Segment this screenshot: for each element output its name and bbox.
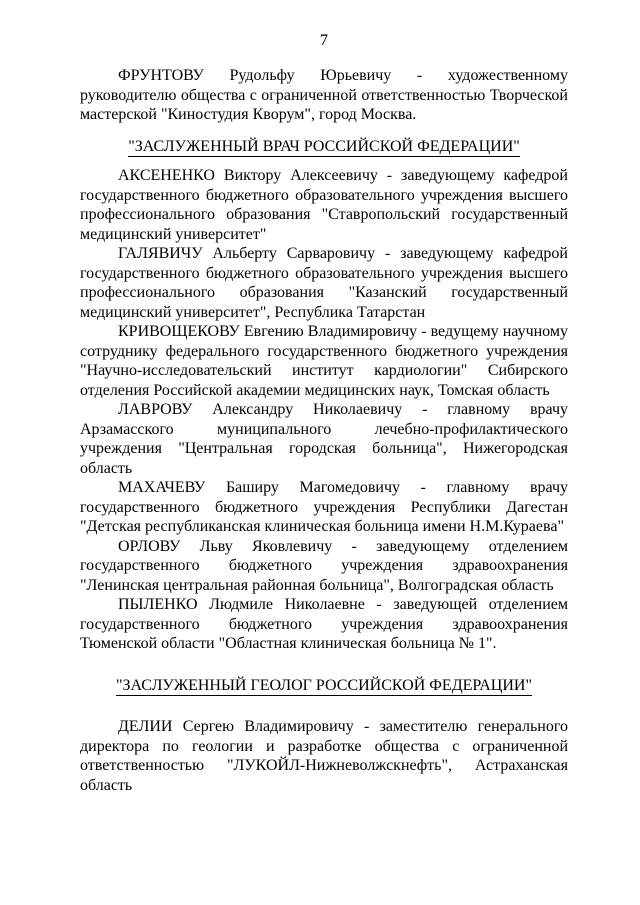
award-entry: ЛАВРОВУ Александру Николаевичу - главному врачу Арзамасского муниципального лечебно-профилактического учреждения "Центральная городская больница", Нижегородская область xyxy=(80,401,568,477)
section-heading-geolog xyxy=(80,676,568,696)
award-entry: МАХАЧЕВУ Баширу Магомедовичу - главному врачу государственного бюджетного учреждения Республики Дагестан "Детская республиканская клиническая больница имени Н.М.Кураева" xyxy=(80,479,568,535)
award-entry: ГАЛЯВИЧУ Альберту Сарваровичу - заведующему кафедрой государственного бюджетного образовательного учреждения высшего профессионального образования "Казанский государственный медицинский университет", Республика Татарстан xyxy=(80,245,568,321)
award-entry: ОРЛОВУ Льву Яковлевичу - заведующему отделением государственного бюджетного учреждения здравоохранения "Ленинская центральная районная больница", Волгоградская область xyxy=(80,537,568,594)
award-entry-frunтov: ФРУНТОВУ Рудольфу Юрьевичу - художественному руководителю общества с ограниченной ответственностью Творческой мастерской "Киностудия Кворум", город Москва. xyxy=(80,67,568,123)
award-entry: КРИВОЩЕКОВУ Евгению Владимировичу - ведущему научному сотруднику федерального государственного бюджетного учреждения "Научно-исследовательский институт кардиологии" Сибирского отделения Российской академии медицинских наук, Томская область xyxy=(80,323,568,399)
award-entry: ДЕЛИИ Сергею Владимировичу - заместителю генерального директора по геологии и разработке общества с ограниченной ответственностью "ЛУКОЙЛ-Нижневолжскнефть", Астраханская область xyxy=(80,718,568,794)
page-number: 7 xyxy=(320,32,328,49)
section-heading-text: "ЗАСЛУЖЕННЫЙ ВРАЧ РОССИЙСКОЙ ФЕДЕРАЦИИ" xyxy=(128,137,520,155)
section-heading-text: "ЗАСЛУЖЕННЫЙ ГЕОЛОГ РОССИЙСКОЙ ФЕДЕРАЦИИ" xyxy=(116,676,532,694)
section-heading-vrach xyxy=(80,137,568,157)
award-entry: АКСЕНЕНКО Виктору Алексеевичу - заведующему кафедрой государственного бюджетного образовательного учреждения высшего профессионального образования "Ставропольский государственный медицинский университет" xyxy=(80,167,568,243)
award-entry: ПЫЛЕНКО Людмиле Николаевне - заведующей отделением государственного бюджетного учреждения здравоохранения Тюменской области "Областная клиническая больница № 1". xyxy=(80,596,568,652)
